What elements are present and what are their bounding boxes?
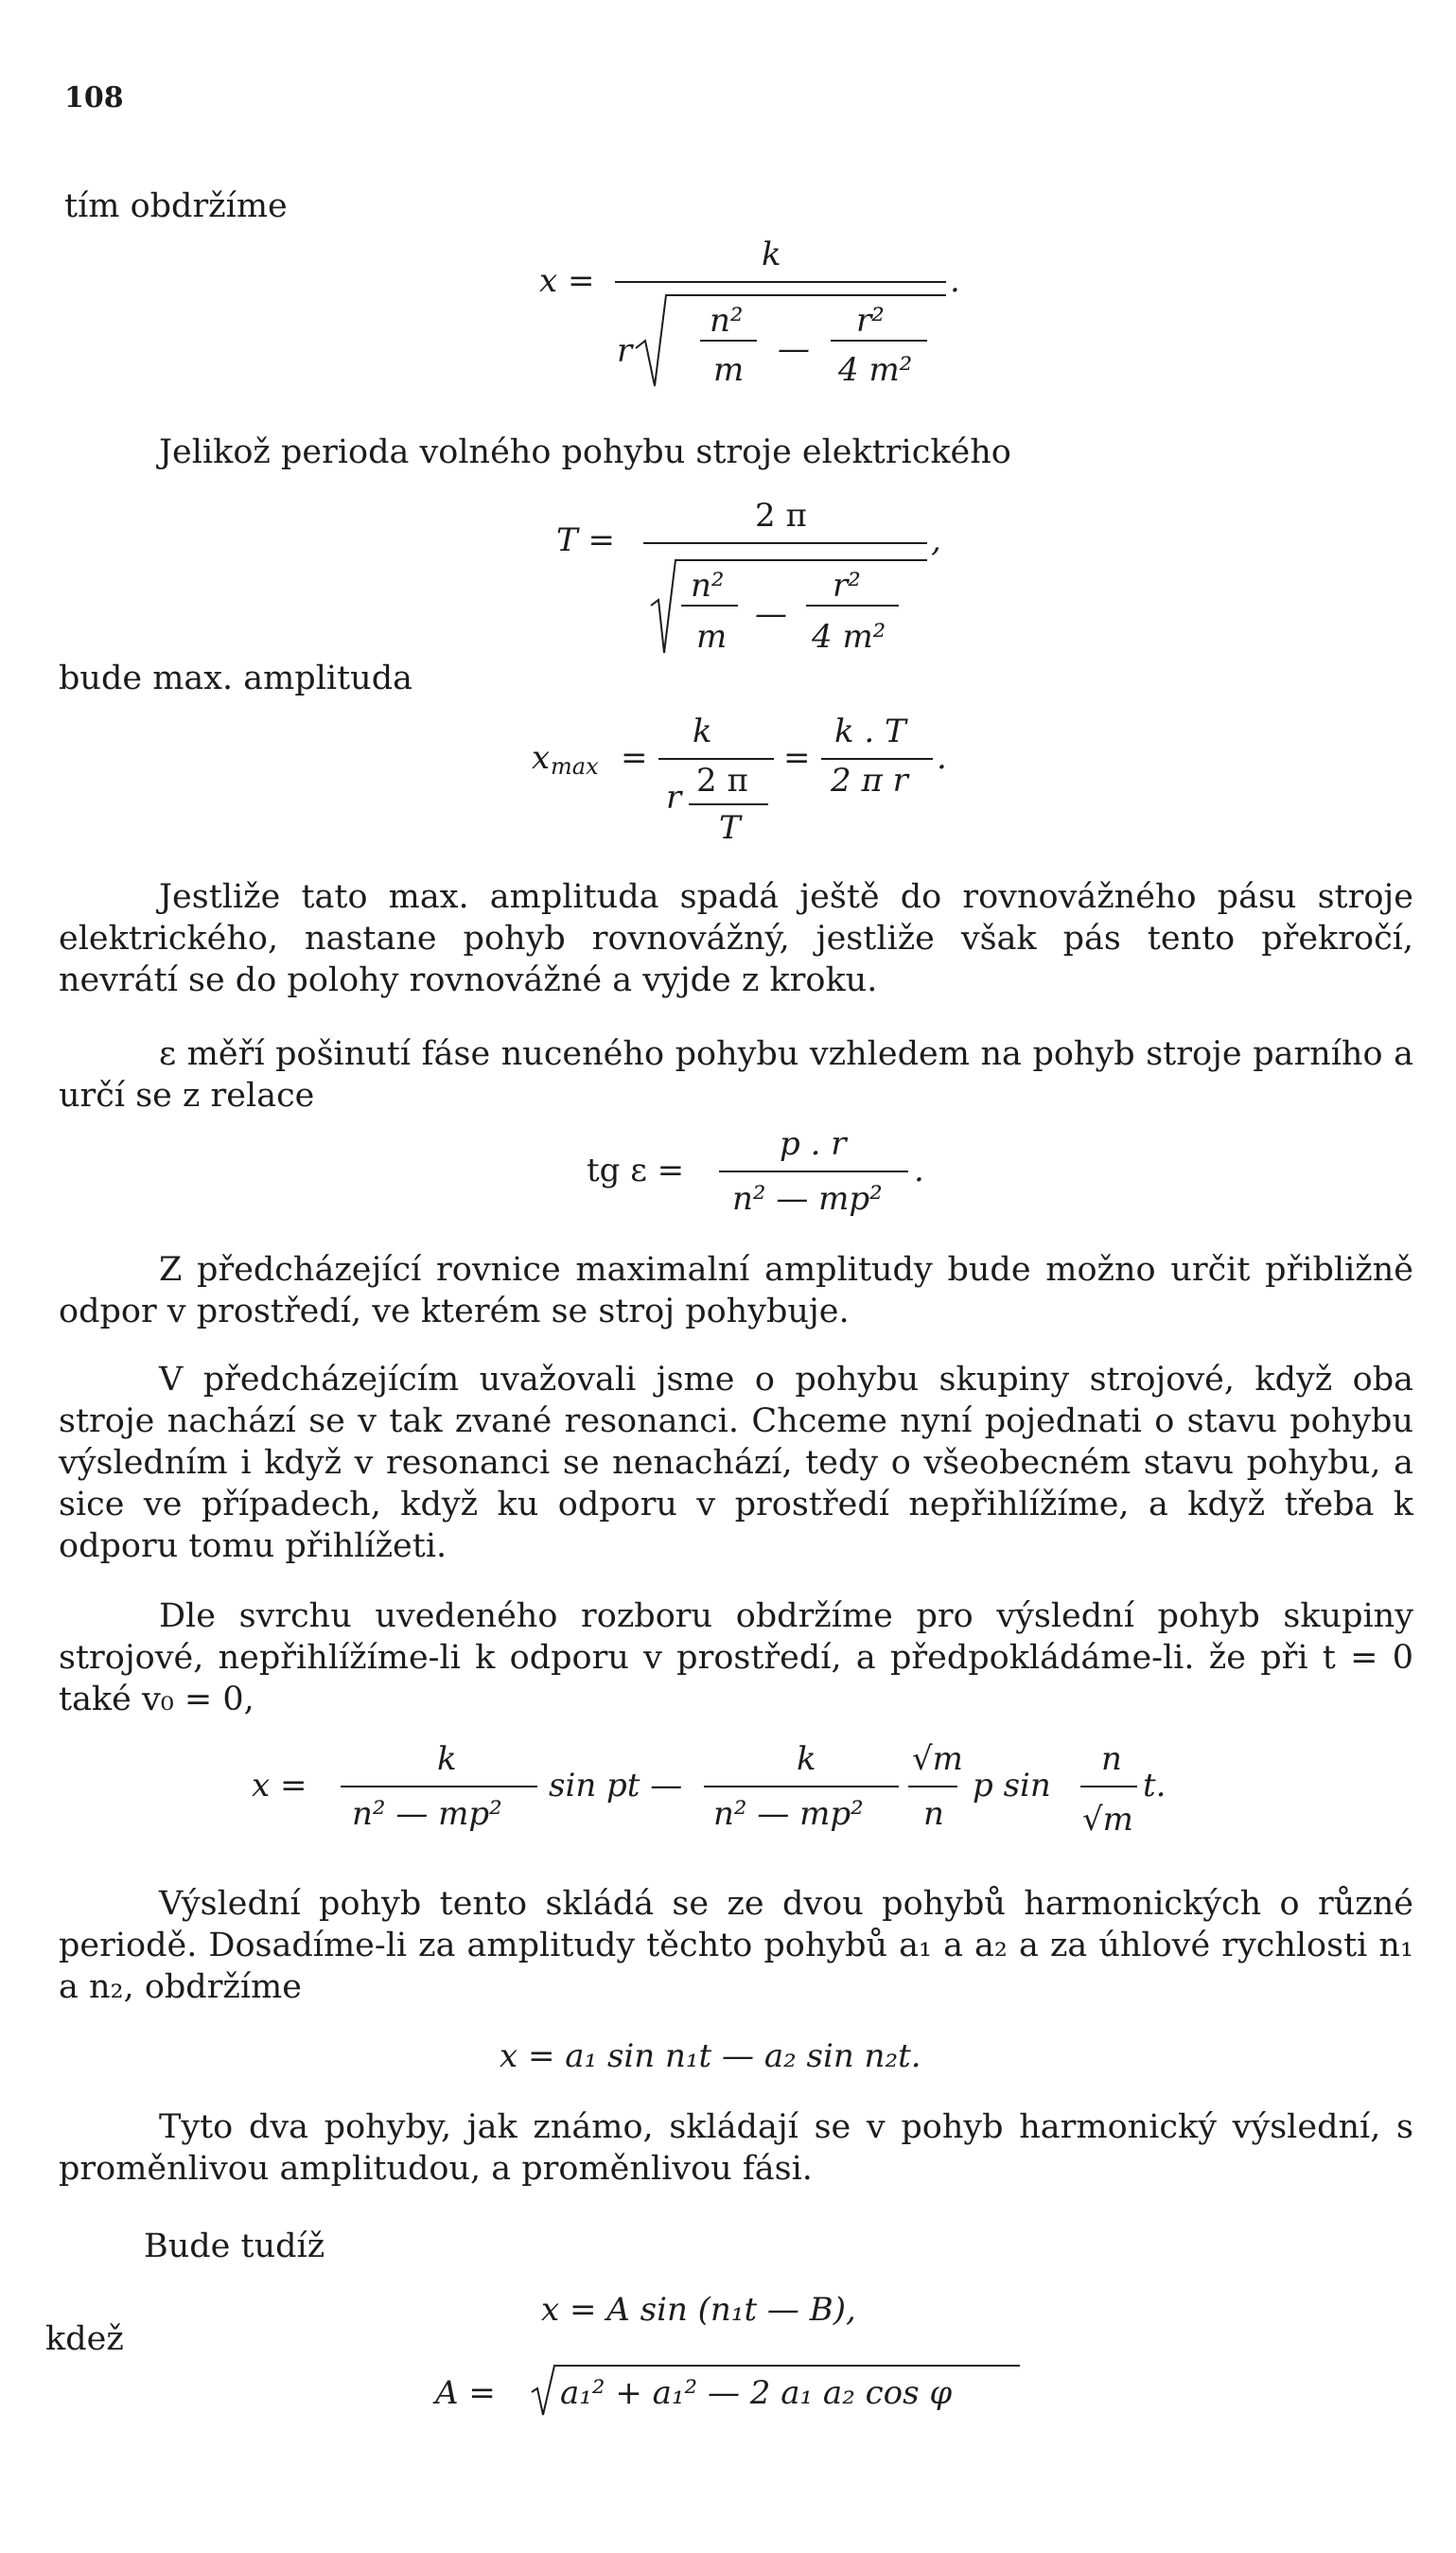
eqx-f4n: n (1101, 1740, 1122, 1778)
paragraph-8: Bude tudíž (144, 2227, 325, 2265)
equation-tg (587, 1124, 965, 1228)
eq1-r: r (617, 332, 633, 370)
eqx-f3d: n (923, 1795, 944, 1833)
eq1-minus: — (778, 330, 810, 368)
xmax-n1: k (693, 713, 712, 750)
eq1-bm: 4 m² (838, 351, 913, 389)
eqT-lhs: T = (556, 521, 615, 559)
label-amplitude: bude max. amplituda (59, 660, 412, 697)
eqAmp-rad: a₁² + a₁² — 2 a₁ a₂ cos φ (560, 2374, 953, 2412)
eqT-minus: — (755, 595, 787, 633)
tg-den: n² — mp² (732, 1180, 883, 1218)
eqT-num: 2 π (755, 497, 807, 535)
tg-end: . (914, 1152, 924, 1189)
xmax-eq: = (621, 739, 648, 777)
xmax-n2: k . T (834, 713, 906, 750)
page-number: 108 (64, 81, 124, 114)
eq1-am: m (713, 351, 745, 389)
paragraph-7: Tyto dva pohyby, jak známo, skládají se v pohyb harmonický výslední, s proměnlivou amplitudou, a proměnlivou fási. (59, 2108, 1413, 2188)
eqx-f1d: n² — mp² (352, 1795, 502, 1833)
paragraph-3: Z předcházející rovnice maximalní amplitudy bude možno určit přibližně odpor v prostředí, ve kterém se stroj pohybuje. (59, 1251, 1413, 1330)
eqA-text: x = A sin (n₁t — B), (541, 2291, 856, 2329)
xmax-x: x (532, 739, 551, 777)
intro-text: tím obdržíme (64, 187, 288, 225)
paragraph-5: Dle svrchu uvedeného rozboru obdržíme pro výslední pohyb skupiny strojové, nepřihlížíme-li k odporu v prostředí, a předpokládáme-li. že při t = 0 také v₀ = 0, (59, 1597, 1413, 1718)
tg-num: p . r (780, 1125, 847, 1163)
equation-xmax (526, 700, 961, 852)
paragraph-4: V předcházejícím uvažovali jsme o pohybu skupiny strojové, když oba stroje nachází se v tak zvané resonanci. Chceme nyní pojednati o stavu pohybu výsledním i když v resonanci se nenachází, tedy o všeobecném stavu pohybu, a sice ve případech, když ku odporu v prostředí nepřihlížíme, a když třeba k odporu tomu přihlížeti. (59, 1361, 1413, 1565)
xmax-d1d: T (719, 809, 741, 847)
eqT-end: , (931, 521, 941, 559)
xmax-eq2: = (783, 739, 811, 777)
xmax-end: . (937, 739, 947, 777)
eqT-am: m (696, 618, 728, 656)
eqx-end: t. (1143, 1767, 1167, 1805)
paragraph-6: Výslední pohyb tento skládá se ze dvou pohybů harmonických o různé periodě. Dosadíme-li za amplitudy těchto pohybů a₁ a a₂ a za úhlové rychlosti n₁ a n₂, obdržíme (59, 1885, 1413, 2006)
tg-lhs: tg ε = (587, 1152, 685, 1189)
para-period: Jelikož perioda volného pohybu stroje elektrického (159, 433, 1011, 471)
eqx-f4d: √m (1082, 1801, 1133, 1839)
xmax-d2: 2 π r (831, 762, 908, 800)
eqx-sin1: sin pt — (549, 1767, 683, 1805)
eqx2-text: x = a₁ sin n₁t — a₂ sin n₂t. (500, 2037, 921, 2075)
eqT-a: n² (691, 567, 725, 605)
equation-x-sum (500, 2025, 1010, 2082)
eqx-psin: p sin (973, 1767, 1051, 1805)
equation-amplitude (433, 2354, 1039, 2430)
xmax-d1n: 2 π (696, 762, 748, 800)
paragraph-1: Jestliže tato max. amplituda spadá ještě do rovnovážného pásu stroje elektrického, nastane pohyb rovnovážný, jestliže však pás tento překročí, nevrátí se do polohy rovnovážné a vyjde z kroku. (59, 878, 1413, 999)
eq1-num: k (762, 236, 781, 273)
eqx-lhs: x = (252, 1767, 307, 1805)
label-kdez: kdež (45, 2320, 124, 2358)
eqAmp-lhs: A = (435, 2374, 496, 2412)
eq1-b: r² (856, 302, 885, 340)
equation-x-general (246, 1739, 1192, 1872)
xmax-r: r (666, 779, 682, 817)
eqx-f2n: k (797, 1740, 816, 1778)
eqT-b: r² (833, 567, 861, 605)
equation-A-sin (541, 2279, 939, 2335)
eqT-bm: 4 m² (812, 618, 886, 656)
eq1-end: . (950, 262, 960, 300)
eq1-lhs: x = (539, 262, 595, 300)
eqx-f1n: k (437, 1740, 457, 1778)
eqx-f3n: √m (912, 1740, 963, 1778)
eqx-f2d: n² — mp² (713, 1795, 864, 1833)
xmax-sub: max (551, 753, 599, 780)
equation-period (549, 492, 965, 662)
equation-x-formula (530, 237, 984, 397)
eq1-a: n² (710, 302, 744, 340)
paragraph-2: ε měří pošinutí fáse nuceného pohybu vzhledem na pohyb stroje parního a určí se z relace (59, 1035, 1413, 1115)
